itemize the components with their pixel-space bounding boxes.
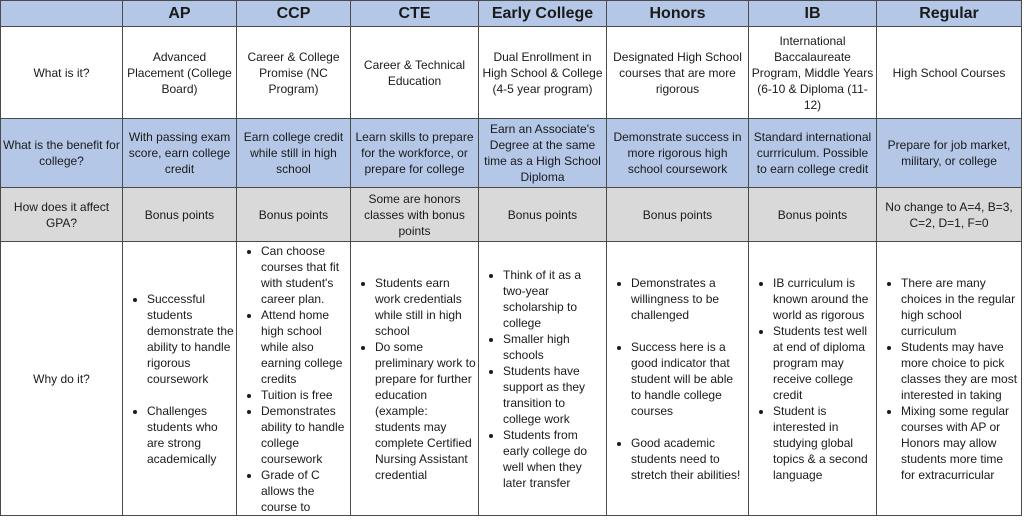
- cell-why-ccp: [237, 242, 351, 516]
- list-item: • Students may have more choice to pick classes they are most interested in taking: [901, 339, 1019, 403]
- row-label-why: Why do it?: [1, 242, 123, 516]
- list-item: • Attend home high school while also earning college credits: [261, 307, 348, 387]
- cell-why-ap: [123, 242, 237, 516]
- row-label-what: What is it?: [1, 27, 123, 119]
- header-corner: [1, 1, 123, 27]
- list-item: • There are many choices in the regular high school curriculum: [901, 275, 1019, 339]
- bullet-list: [879, 275, 1019, 483]
- list-item: • Smaller high schools: [503, 331, 604, 363]
- cell-gpa-ccp: Bonus points: [237, 188, 351, 242]
- cell-what-early-college: Dual Enrollment in High School & College (4-5 year program): [479, 27, 607, 119]
- list-item: • Think of it as a two-year scholarship to college: [503, 267, 604, 331]
- cell-benefit-honors: Demonstrate success in more rigorous high school coursework: [607, 119, 749, 188]
- list-item: • Challenges students who are strong academically: [147, 403, 234, 467]
- list-item: • Can choose courses that fit with student's career plan.: [261, 243, 348, 307]
- list-item: • Student is interested in studying global topics & a second language: [773, 403, 874, 483]
- list-item: • Students have support as they transition to college work: [503, 363, 604, 427]
- row-label-benefit: What is the benefit for college?: [1, 119, 123, 188]
- cell-what-ccp: Career & College Promise (NC Program): [237, 27, 351, 119]
- row-gpa: [1, 188, 1022, 242]
- cell-gpa-honors: Bonus points: [607, 188, 749, 242]
- list-item: • Successful students demonstrate the ability to handle rigorous coursework: [147, 291, 234, 387]
- bullet-list: [239, 243, 348, 515]
- cell-why-regular: [877, 242, 1022, 516]
- cell-why-ib: [749, 242, 877, 516]
- cell-gpa-regular: No change to A=4, B=3, C=2, D=1, F=0: [877, 188, 1022, 242]
- header-ccp: CCP: [237, 1, 351, 27]
- cell-why-early-college: [479, 242, 607, 516]
- header-early-college: Early College: [479, 1, 607, 27]
- list-item: • Do some preliminary work to prepare for further education (example: students may complete Certified Nursing Assistant credential: [375, 339, 476, 483]
- list-item: • Demonstrates a willingness to be challenged: [631, 275, 746, 323]
- header-regular: Regular: [877, 1, 1022, 27]
- cell-what-cte: Career & Technical Education: [351, 27, 479, 119]
- bullet-list: [353, 275, 476, 483]
- row-why: [1, 242, 1022, 516]
- bullet-list: [125, 291, 234, 467]
- row-what: [1, 27, 1022, 119]
- list-item: • Students earn work credentials while still in high school: [375, 275, 476, 339]
- cell-benefit-regular: Prepare for job market, military, or college: [877, 119, 1022, 188]
- cell-benefit-early-college: Earn an Associate's Degree at the same time as a High School Diploma: [479, 119, 607, 188]
- header-cte: CTE: [351, 1, 479, 27]
- header-ib: IB: [749, 1, 877, 27]
- row-benefit: [1, 119, 1022, 188]
- cell-what-ap: Advanced Placement (College Board): [123, 27, 237, 119]
- cell-what-honors: Designated High School courses that are more rigorous: [607, 27, 749, 119]
- header-row: [1, 1, 1022, 27]
- cell-gpa-ib: Bonus points: [749, 188, 877, 242]
- list-item: • Grade of C allows the course to: [261, 467, 348, 515]
- row-label-gpa: How does it affect GPA?: [1, 188, 123, 242]
- cell-benefit-ap: With passing exam score, earn college credit: [123, 119, 237, 188]
- list-item: • Tuition is free: [261, 387, 348, 403]
- list-item: • Good academic students need to stretch their abilities!: [631, 435, 746, 483]
- header-honors: Honors: [607, 1, 749, 27]
- cell-gpa-cte: Some are honors classes with bonus points: [351, 188, 479, 242]
- header-ap: AP: [123, 1, 237, 27]
- cell-benefit-ccp: Earn college credit while still in high school: [237, 119, 351, 188]
- cell-gpa-early-college: Bonus points: [479, 188, 607, 242]
- bullet-list: [751, 275, 874, 483]
- cell-what-regular: High School Courses: [877, 27, 1022, 119]
- list-item: • Mixing some regular courses with AP or Honors may allow students more time for extracurricular: [901, 403, 1019, 483]
- bullet-list: [609, 275, 746, 483]
- list-item: • IB curriculum is known around the world as rigorous: [773, 275, 874, 323]
- cell-benefit-ib: Standard international currriculum. Possible to earn college credit: [749, 119, 877, 188]
- cell-what-ib: International Baccalaureate Program, Middle Years (6-10 & Diploma (11-12): [749, 27, 877, 119]
- cell-why-honors: [607, 242, 749, 516]
- list-item: • Students from early college do well when they later transfer: [503, 427, 604, 491]
- list-item: • Students test well at end of diploma program may receive college credit: [773, 323, 874, 403]
- list-item: • Demonstrates ability to handle college coursework: [261, 403, 348, 467]
- cell-benefit-cte: Learn skills to prepare for the workforce, or prepare for college: [351, 119, 479, 188]
- bullet-list: [481, 267, 604, 491]
- cell-gpa-ap: Bonus points: [123, 188, 237, 242]
- cell-why-cte: [351, 242, 479, 516]
- list-item: • Success here is a good indicator that student will be able to handle college courses: [631, 339, 746, 419]
